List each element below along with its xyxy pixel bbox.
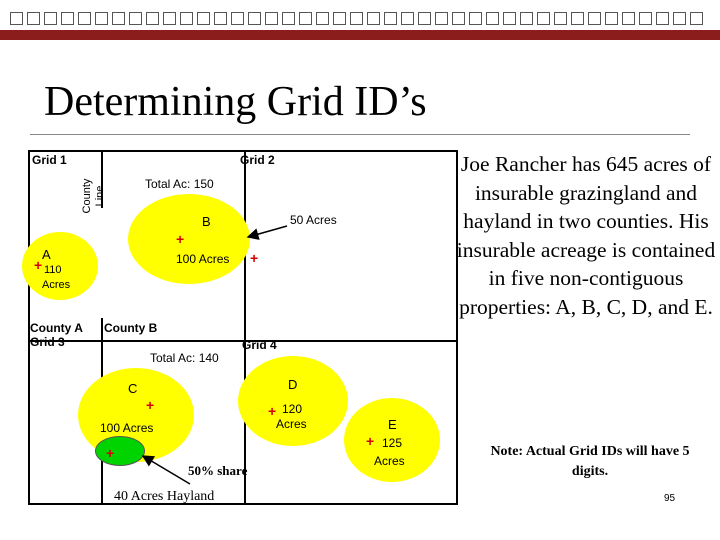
- county-line-word-2: Line: [94, 185, 106, 207]
- parcel-e-acres-num: 125: [382, 436, 403, 450]
- arrow-hayland: [143, 456, 190, 484]
- parcel-d-acres-num: 120: [282, 402, 303, 416]
- description-text: Joe Rancher has 645 acres of insurable grazingland and hayland in two counties. His insurable acreage is contained in five non-contiguous properties: A, B, C, D, and E.: [456, 152, 716, 319]
- parcel-e-letter: E: [388, 417, 397, 432]
- grid-3-label: Grid 3: [30, 335, 65, 349]
- page-number: 95: [664, 493, 676, 504]
- parcel-d-plus: +: [268, 403, 277, 419]
- slide-title: Determining Grid ID’s: [44, 79, 427, 125]
- total-acres-top: Total Ac: 150: [145, 177, 214, 191]
- arrow-50-acres: [248, 226, 287, 237]
- parcel-b-plus-2: +: [250, 250, 259, 266]
- county-line-label: [81, 156, 109, 236]
- grid-4-label: Grid 4: [242, 338, 277, 352]
- hayland-plus: +: [106, 445, 115, 461]
- county-line-word-1: County: [81, 178, 93, 214]
- parcel-c-plus: +: [146, 397, 155, 413]
- total-acres-bottom: Total Ac: 140: [150, 351, 219, 365]
- county-a-label: County A: [30, 321, 83, 335]
- county-b-label: County B: [104, 321, 158, 335]
- parcel-e-plus: +: [366, 433, 375, 449]
- parcel-c-letter: C: [128, 381, 138, 396]
- parcel-b-plus-1: +: [176, 231, 185, 247]
- parcel-a-letter: A: [42, 247, 51, 262]
- parcel-d-acres-unit: Acres: [276, 417, 307, 431]
- parcel-e-acres-unit: Acres: [374, 454, 405, 468]
- parcel-c-acres: 100 Acres: [100, 421, 154, 435]
- grid-2-label: Grid 2: [240, 153, 275, 167]
- note-text: Note: Actual Grid IDs will have 5 digits.: [490, 444, 690, 479]
- share-label: 50% share: [188, 463, 248, 478]
- parcel-a-plus: +: [34, 257, 43, 273]
- parcel-b-letter: B: [202, 214, 211, 229]
- grid-1-label: Grid 1: [32, 153, 67, 167]
- parcel-d-letter: D: [288, 377, 298, 392]
- parcel-b-acres-100: 100 Acres: [176, 252, 230, 266]
- parcel-b-acres-50: 50 Acres: [290, 213, 337, 227]
- hayland-label: 40 Acres Hayland: [114, 489, 215, 504]
- parcel-a-acres-num: 110: [44, 264, 62, 276]
- parcel-a-acres-unit: Acres: [42, 279, 71, 291]
